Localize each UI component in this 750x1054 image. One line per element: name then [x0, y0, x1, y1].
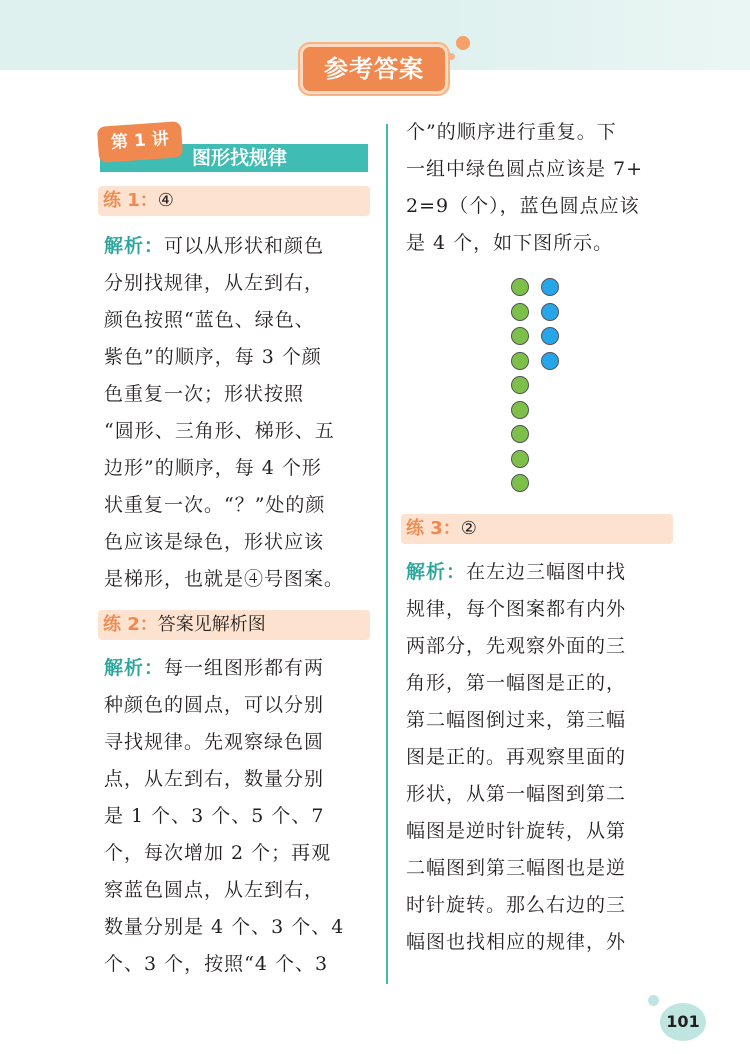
ex3-keyword: 解析： — [406, 561, 467, 583]
ex1-line: 是梯形，也就是④号图案。 — [104, 568, 345, 590]
ex2-label: 练 2： — [103, 614, 158, 635]
green-dot — [511, 278, 529, 296]
ex2-keyword: 解析： — [104, 657, 165, 679]
ex3-explanation — [406, 554, 672, 961]
ex3-line: 图是正的。再观察里面的 — [406, 746, 627, 768]
blue-dot — [541, 303, 559, 321]
ex2-line: 一组中绿色圆点应该是 7+ — [406, 158, 644, 180]
ex3-line: 规律，每个图案都有内外 — [406, 598, 627, 620]
ex1-line: 色重复一次；形状按照 — [104, 383, 305, 405]
ex2-line: 个、3 个，按照“4 个、3 — [104, 953, 329, 975]
answer-badge-text: 参考答案 — [324, 55, 424, 83]
ex2-line: 解析：每一组图形都有两 — [104, 657, 325, 679]
ex2-header — [98, 610, 370, 640]
ex2-line: 是 4 个，如下图所示。 — [406, 232, 614, 254]
ex3-line: 时针旋转。那么右边的三 — [406, 894, 627, 916]
lecture-number-tag — [97, 121, 183, 163]
green-dot — [511, 425, 529, 443]
ex1-explanation — [104, 228, 370, 598]
ex1-line: 紫色”的顺序，每 3 个颜 — [104, 346, 322, 368]
ex2-line: 2=9（个），蓝色圆点应该 — [406, 195, 640, 217]
ex3-line: 第二幅图倒过来，第三幅 — [406, 709, 627, 731]
ex2-explanation — [104, 650, 370, 983]
ex1-label: 练 1： — [103, 190, 158, 211]
ex1-line: “圆形、三角形、梯形、五 — [104, 420, 335, 442]
ex1-line: 状重复一次。“？”处的颜 — [104, 494, 326, 516]
ex2-line: 寻找规律。先观察绿色圆 — [104, 731, 325, 753]
ex1-line: 解析：可以从形状和颜色 — [104, 235, 325, 257]
ex1-line: 边形”的顺序，每 4 个形 — [104, 457, 322, 479]
ex3-line: 二幅图到第三幅图也是逆 — [406, 857, 627, 879]
green-dot — [511, 376, 529, 394]
ex3-line: 幅图是逆时针旋转，从第 — [406, 820, 627, 842]
blue-dot — [541, 278, 559, 296]
page-number: 101 — [666, 1012, 700, 1031]
lecture-number: 第 1 讲 — [110, 129, 170, 153]
ex1-header — [98, 186, 370, 216]
ex1-keyword: 解析： — [104, 235, 165, 257]
ex3-line: 解析：在左边三幅图中找 — [406, 561, 627, 583]
answer-badge — [300, 44, 448, 94]
ex1-answer: ④ — [157, 190, 174, 211]
ex3-line: 形状，从第一幅图到第二 — [406, 783, 627, 805]
lecture-title: 图形找规律 — [192, 147, 288, 169]
ex2-line: 点，从左到右，数量分别 — [104, 768, 325, 790]
green-dot — [511, 474, 529, 492]
green-dot — [511, 352, 529, 370]
ex1-line: 色应该是绿色，形状应该 — [104, 531, 325, 553]
ex3-line: 角形，第一幅图是正的， — [406, 672, 627, 694]
column-divider — [386, 124, 388, 984]
decor-dot-large — [456, 36, 470, 50]
ex3-line: 幅图也找相应的规律，外 — [406, 931, 627, 953]
ex2-explanation-continued — [406, 114, 672, 262]
ex3-header — [401, 514, 673, 544]
decor-dot-small — [448, 53, 455, 60]
ex2-line: 数量分别是 4 个、3 个、4 — [104, 916, 345, 938]
ex3-answer: ② — [460, 518, 477, 539]
ex1-line: 分别找规律，从左到右， — [104, 272, 325, 294]
header-band-right — [450, 0, 750, 70]
ex2-line: 个，每次增加 2 个；再观 — [104, 842, 332, 864]
green-dot — [511, 401, 529, 419]
ex1-line: 颜色按照“蓝色、绿色、 — [104, 309, 315, 331]
ex2-dot-figure — [511, 278, 571, 498]
ex2-line: 种颜色的圆点，可以分别 — [104, 694, 325, 716]
ex3-label: 练 3： — [406, 518, 461, 539]
blue-dot — [541, 352, 559, 370]
ex2-line: 是 1 个、3 个、5 个、7 — [104, 805, 325, 827]
ex2-answer: 答案见解析图 — [157, 614, 266, 635]
green-dot — [511, 303, 529, 321]
green-dot — [511, 450, 529, 468]
green-dot — [511, 327, 529, 345]
page-number-decor-dot — [648, 995, 659, 1006]
ex2-line: 察蓝色圆点，从左到右， — [104, 879, 325, 901]
blue-dot — [541, 327, 559, 345]
ex3-line: 两部分，先观察外面的三 — [406, 635, 627, 657]
ex2-line: 个”的顺序进行重复。下 — [406, 121, 617, 143]
